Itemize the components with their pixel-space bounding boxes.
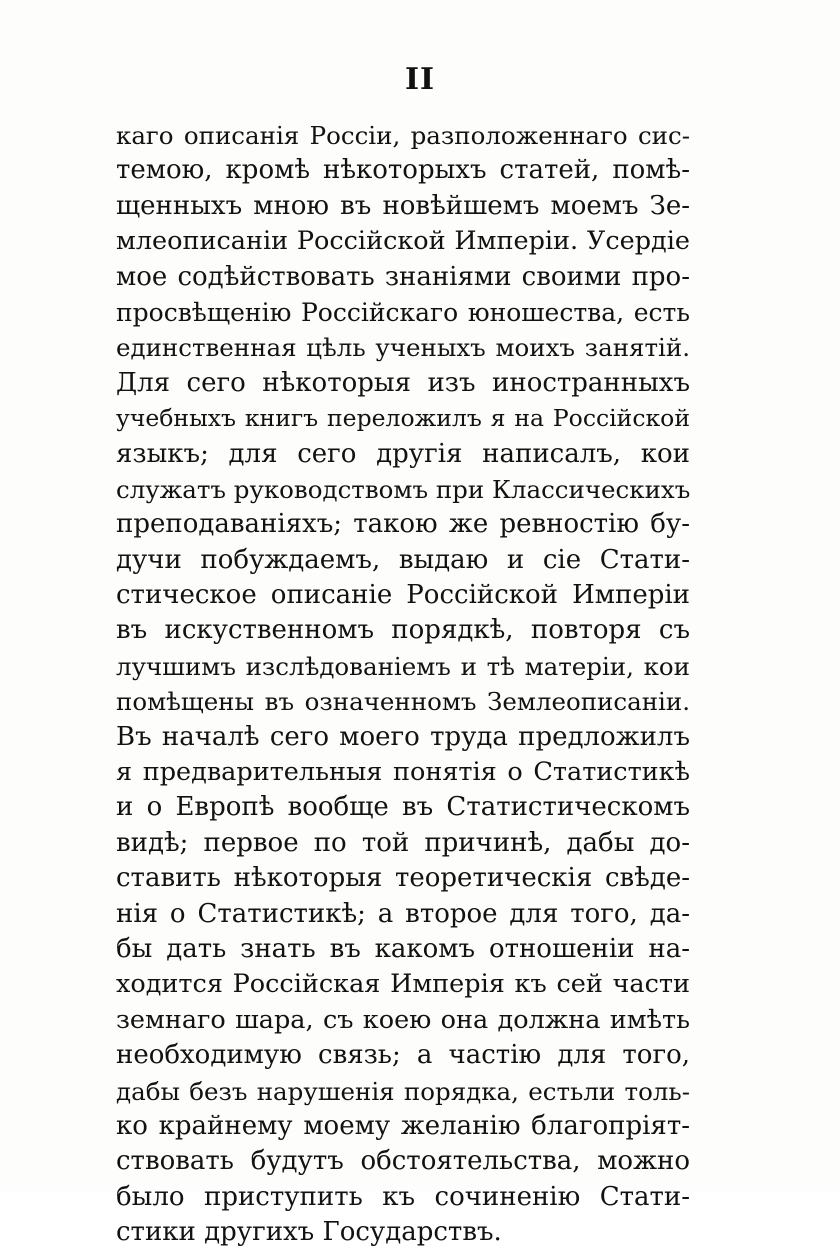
text-line: и о Европѣ вообще въ Статистическомъ [116, 792, 690, 823]
text-line: помѣщены въ означенномъ Землеописаніи. [116, 687, 690, 717]
text-line: ствовать будутъ обстоятельства, можно [116, 1146, 690, 1177]
text-line: бы дать знать въ какомъ отношеніи на- [116, 933, 690, 964]
text-line: единственная цѣль ученыхъ моихъ занятій. [116, 333, 690, 363]
text-line: просвѣщенію Россійскаго юношества, есть [116, 297, 690, 327]
text-line: въ искуственномъ порядкѣ, повторя съ [116, 615, 690, 646]
text-line: земнаго шара, съ коею она должна имѣть [116, 1004, 690, 1035]
text-line: видѣ; первое по той причинѣ, дабы до- [116, 827, 690, 858]
text-line: Въ началѣ сего моего труда предложилъ [116, 721, 690, 752]
text-line: каго описанія Россіи, разположеннаго сис- [116, 121, 690, 150]
text-line: стики другихъ Государствъ. [116, 1217, 502, 1248]
text-line: нія о Статистикѣ; а второе для того, да- [116, 898, 690, 929]
text-line: дабы безъ нарушенія порядка, естьли толь- [116, 1076, 690, 1106]
text-line: Для сего нѣкоторыя изъ иностранныхъ [116, 367, 690, 398]
text-line: мое содѣйствовать знаніями своими про- [116, 261, 690, 292]
text-line: ставить нѣкоторыя теоретическія свѣде- [116, 863, 690, 894]
text-line: щенныхъ мною въ новѣйшемъ моемъ Зе- [116, 190, 690, 221]
text-line: необходимую связь; а частію для того, [116, 1040, 690, 1071]
text-line: учебныхъ книгъ переложилъ я на Россійской [116, 404, 690, 433]
text-line: ко крайнему моему желанію благопріят- [116, 1110, 690, 1141]
text-line: ходится Россійская Имперія къ сей части [116, 969, 690, 1000]
page-number: II [404, 62, 436, 97]
text-line: служатъ руководствомъ при Классическихъ [116, 474, 690, 504]
body-text [116, 118, 690, 1251]
text-line: млеописаніи Россійской Имперіи. Усердіе [116, 226, 690, 257]
text-line: темою, кромѣ нѣкоторыхъ статей, помѣ- [116, 155, 690, 186]
text-line: дучи побуждаемъ, выдаю и сіе Стати- [116, 544, 690, 575]
text-line: лучшимъ изслѣдованіемъ и тѣ матеріи, кои [116, 651, 690, 681]
text-line: языкъ; для сего другія написалъ, кои [116, 438, 690, 469]
text-line: я предварительныя понятія о Статистикѣ [116, 757, 690, 788]
text-line: было приступить къ сочиненію Стати- [116, 1181, 690, 1212]
text-line: преподаваніяхъ; такою же ревностію бу- [116, 509, 690, 540]
text-line: стическое описаніе Россійской Имперіи [116, 580, 690, 611]
